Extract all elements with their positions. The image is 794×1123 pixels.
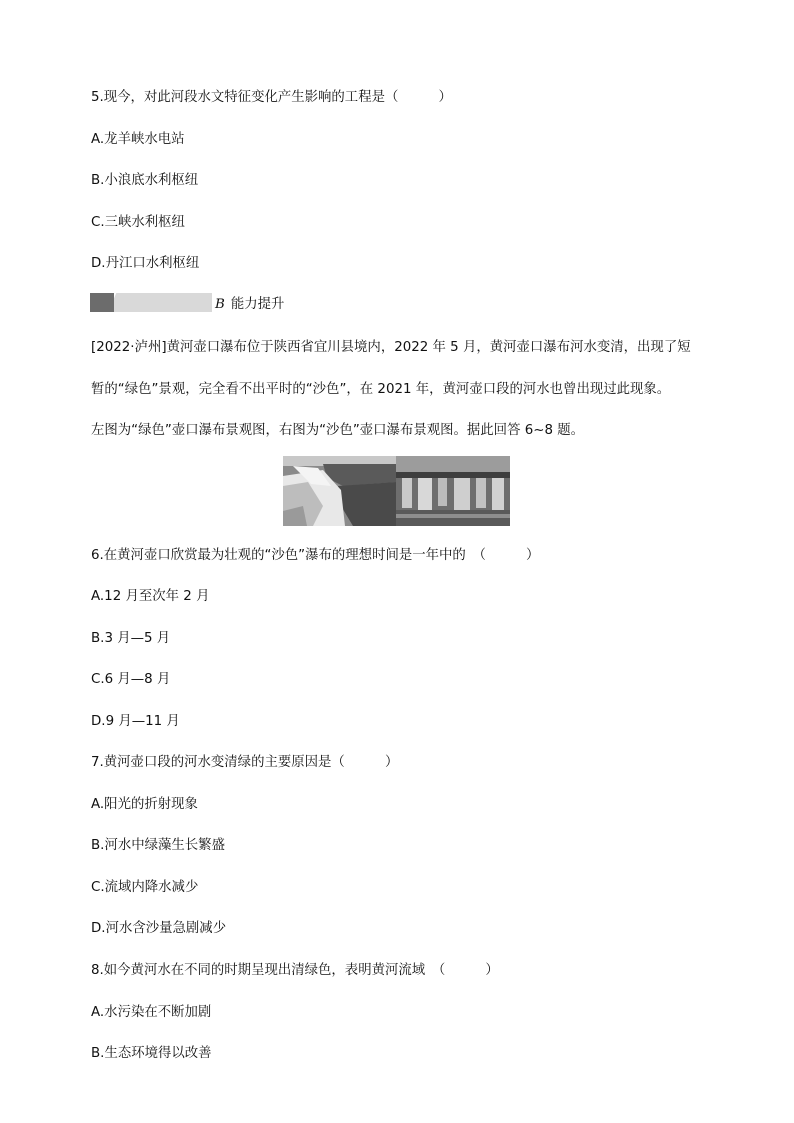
question-8-option-a: A.水污染在不断加剧 — [91, 1005, 212, 1020]
section-label: 能力提升 — [230, 297, 285, 312]
question-5-option-b: B.小浪底水利枢纽 — [91, 173, 199, 188]
question-7-option-d: D.河水含沙量急剧减少 — [91, 921, 227, 936]
section-header-bar — [90, 293, 212, 312]
question-8-stem: 8.如今黄河水在不同的时期呈现出清绿色，表明黄河流域 （ ） — [91, 963, 499, 978]
question-5-option-a: A.龙羊峡水电站 — [91, 132, 185, 147]
question-6-option-c: C.6 月—8 月 — [91, 672, 171, 687]
question-8-option-b: B.生态环境得以改善 — [91, 1046, 212, 1061]
question-6-option-d: D.9 月—11 月 — [91, 714, 180, 729]
question-7-option-c: C.流域内降水减少 — [91, 880, 199, 895]
question-7-option-b: B.河水中绿藻生长繁盛 — [91, 838, 225, 853]
green-waterfall-photo — [283, 456, 396, 526]
question-5-option-c: C.三峡水利枢纽 — [91, 215, 185, 230]
question-6-option-a: A.12 月至次年 2 月 — [91, 589, 210, 604]
question-5-stem: 5.现今，对此河段水文特征变化产生影响的工程是（ ） — [91, 90, 452, 105]
question-5-option-d: D.丹江口水利枢纽 — [91, 256, 200, 271]
passage-line-1: [2022·泸州]黄河壶口瀑布位于陕西省宜川县境内，2022 年 5 月，黄河壶口瀑布河水变清，出现了短 — [91, 340, 691, 355]
passage-line-3: 左图为“绿色”壶口瀑布景观图，右图为“沙色”壶口瀑布景观图。据此回答 6~8 题。 — [91, 423, 585, 438]
question-7-stem: 7.黄河壶口段的河水变清绿的主要原因是（ ） — [91, 755, 399, 770]
section-bar-light — [108, 293, 212, 312]
section-title — [215, 296, 284, 314]
question-6-stem: 6.在黄河壶口欣赏最为壮观的“沙色”瀑布的理想时间是一年中的 （ ） — [91, 548, 540, 563]
sand-waterfall-photo — [396, 456, 510, 526]
passage-line-2: 暂的“绿色”景观，完全看不出平时的“沙色”，在 2021 年，黄河壶口段的河水也曾出现过此现象。 — [91, 382, 671, 397]
question-6-option-b: B.3 月—5 月 — [91, 631, 171, 646]
section-bar-dark — [90, 293, 114, 312]
section-letter: B — [215, 297, 225, 312]
question-7-option-a: A.阳光的折射现象 — [91, 797, 198, 812]
waterfall-photos — [283, 456, 510, 526]
